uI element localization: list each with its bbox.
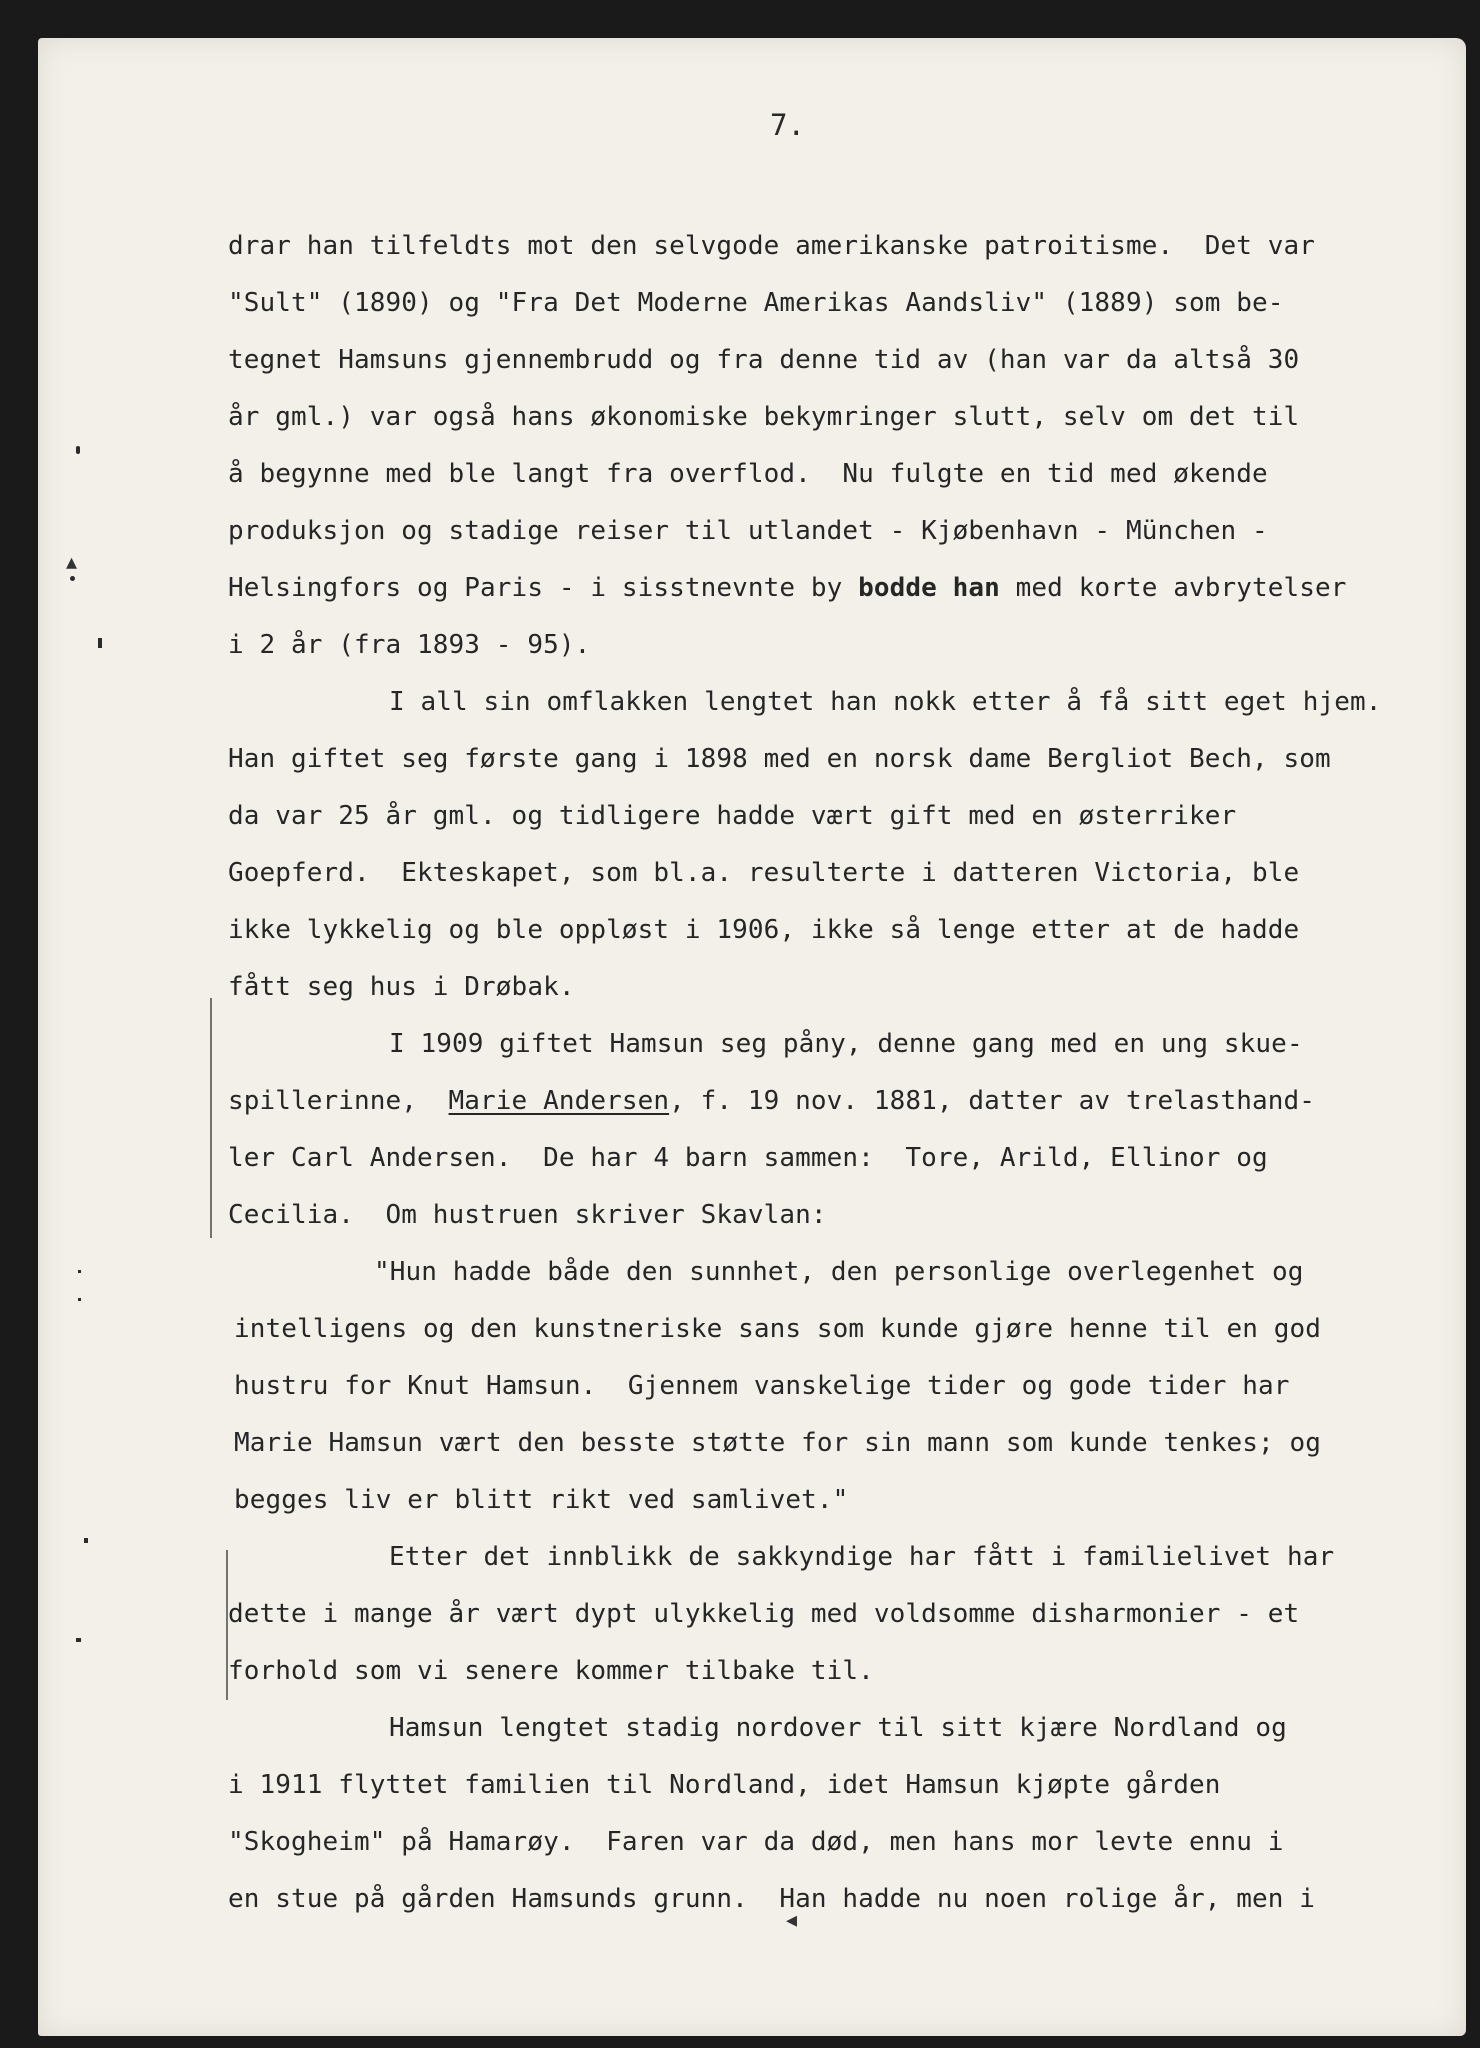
text-line: dette i mange år vært dypt ulykkelig med voldsomme disharmonier - et bbox=[228, 1599, 1300, 1629]
paragraph bbox=[228, 218, 1478, 674]
text-line: produksjon og stadige reiser til utlandet - Kjøbenhavn - München - bbox=[228, 516, 1268, 546]
underlined-name: Marie Andersen bbox=[448, 1086, 670, 1116]
text-line: Helsingfors og Paris - i sisstnevnte by bodde han med korte avbrytelser bbox=[228, 573, 1347, 603]
text-line: Hamsun lengtet stadig nordover til sitt kjære Nordland og bbox=[389, 1713, 1287, 1743]
margin-mark bbox=[70, 576, 75, 581]
text-line: intelligens og den kunstneriske sans som kunde gjøre henne til en god bbox=[234, 1314, 1321, 1344]
text-line: hustru for Knut Hamsun. Gjennem vanskelige tider og gode tider har bbox=[234, 1371, 1290, 1401]
text-line: "Skogheim" på Hamarøy. Faren var da død, men hans mor levte ennu i bbox=[228, 1827, 1284, 1857]
text-line: Cecilia. Om hustruen skriver Skavlan: bbox=[228, 1200, 827, 1230]
paragraph bbox=[228, 674, 1478, 1016]
text-line: Marie Hamsun vært den besste støtte for sin mann som kunde tenkes; og bbox=[234, 1428, 1321, 1458]
bold-phrase: bodde han bbox=[858, 573, 1000, 603]
margin-mark bbox=[98, 638, 102, 648]
text-line: Etter det innblikk de sakkyndige har fått i familielivet har bbox=[389, 1542, 1335, 1572]
margin-mark bbox=[78, 1270, 81, 1273]
margin-mark bbox=[78, 1298, 81, 1301]
revision-bar bbox=[210, 998, 212, 1238]
paragraph bbox=[228, 1700, 1478, 1928]
text-line: en stue på gården Hamsunds grunn. Han hadde nu noen rolige år, men i bbox=[228, 1884, 1315, 1914]
text-line: da var 25 år gml. og tidligere hadde vært gift med en østerriker bbox=[228, 801, 1237, 831]
text-line: I 1909 giftet Hamsun seg påny, denne gang med en ung skue- bbox=[389, 1029, 1303, 1059]
quote-block bbox=[228, 1244, 1478, 1529]
text-line: år gml.) var også hans økonomiske bekymringer slutt, selv om det til bbox=[228, 402, 1300, 432]
text-line: drar han tilfeldts mot den selvgode amerikanske patroitisme. Det var bbox=[228, 231, 1315, 261]
text-line: I all sin omflakken lengtet han nokk etter å få sitt eget hjem. bbox=[389, 687, 1382, 717]
text-line: ler Carl Andersen. De har 4 barn sammen: Tore, Arild, Ellinor og bbox=[228, 1143, 1268, 1173]
margin-mark bbox=[76, 1638, 81, 1642]
text-line: i 1911 flyttet familien til Nordland, idet Hamsun kjøpte gården bbox=[228, 1770, 1221, 1800]
text-line: "Sult" (1890) og "Fra Det Moderne Amerikas Aandsliv" (1889) som be- bbox=[228, 288, 1284, 318]
paragraph bbox=[228, 1529, 1478, 1700]
text-line: begges liv er blitt rikt ved samlivet." bbox=[234, 1485, 849, 1515]
text-line: tegnet Hamsuns gjennembrudd og fra denne tid av (han var da altså 30 bbox=[228, 345, 1300, 375]
text-line: forhold som vi senere kommer tilbake til. bbox=[228, 1656, 874, 1686]
text-line: i 2 år (fra 1893 - 95). bbox=[228, 630, 591, 660]
text-line: Goepferd. Ekteskapet, som bl.a. resulterte i datteren Victoria, ble bbox=[228, 858, 1300, 888]
text-line: spillerinne, Marie Andersen, f. 19 nov. 1881, datter av trelasthand- bbox=[228, 1086, 1315, 1116]
text-line: å begynne med ble langt fra overflod. Nu fulgte en tid med økende bbox=[228, 459, 1268, 489]
page-number: 7. bbox=[770, 108, 805, 142]
text-line: ikke lykkelig og ble oppløst i 1906, ikke så lenge etter at de hadde bbox=[228, 915, 1300, 945]
margin-mark bbox=[76, 446, 80, 454]
text-line: Han giftet seg første gang i 1898 med en norsk dame Bergliot Bech, som bbox=[228, 744, 1331, 774]
text-line: fått seg hus i Drøbak. bbox=[228, 972, 575, 1002]
margin-arrow-mark: ▴ bbox=[66, 550, 78, 575]
paragraph bbox=[228, 1016, 1478, 1244]
bottom-arrow-mark: ◂ bbox=[786, 1908, 798, 1933]
margin-mark bbox=[84, 1538, 88, 1543]
text-line: "Hun hadde både den sunnhet, den personlige overlegenhet og bbox=[374, 1257, 1304, 1287]
body-text bbox=[228, 218, 1478, 1928]
document-page bbox=[38, 38, 1466, 2036]
